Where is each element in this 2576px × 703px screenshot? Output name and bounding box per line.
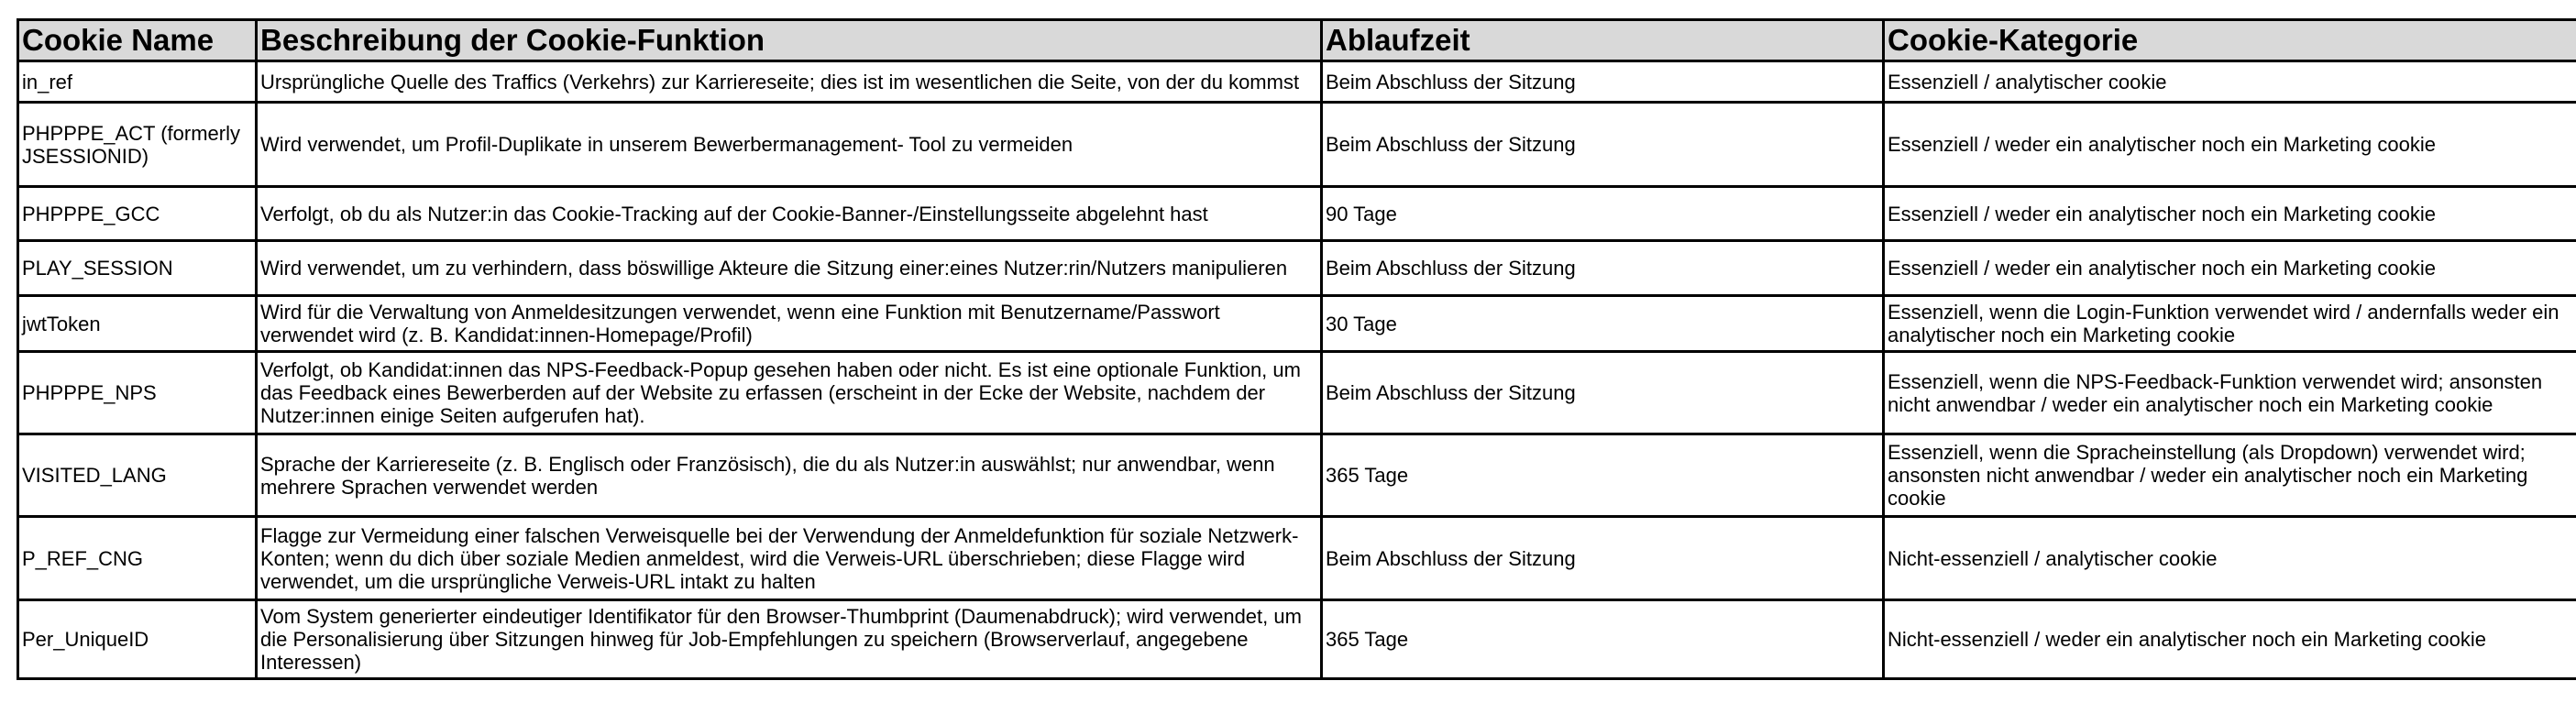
cell-cookie-name: PHPPPE_GCC [18,187,257,241]
table-row [18,61,2576,103]
cell-category: Essenziell, wenn die NPS-Feedback-Funktion verwendet wird; ansonsten nicht anwendbar / weder ein analytischer noch ein Marketing cookie [1884,352,2576,434]
table-row [18,241,2576,296]
table-row [18,296,2576,352]
cell-category: Nicht-essenziell / weder ein analytischer noch ein Marketing cookie [1884,600,2576,679]
header-row [18,20,2576,61]
cell-category: Essenziell / weder ein analytischer noch ein Marketing cookie [1884,187,2576,241]
table-row [18,600,2576,679]
header-description: Beschreibung der Cookie-Funktion [257,20,1322,61]
header-category: Cookie-Kategorie [1884,20,2576,61]
cell-description: Sprache der Karriereseite (z. B. Englisch oder Französisch), die du als Nutzer:in auswählst; nur anwendbar, wenn mehrere Sprachen verwendet werden [257,434,1322,517]
cell-expiry: 30 Tage [1322,296,1884,352]
cell-cookie-name: PHPPPE_NPS [18,352,257,434]
cell-category: Essenziell / weder ein analytischer noch ein Marketing cookie [1884,241,2576,296]
cell-expiry: Beim Abschluss der Sitzung [1322,103,1884,187]
cookie-sheet [17,18,2576,703]
table-row [18,434,2576,517]
cell-expiry: 365 Tage [1322,600,1884,679]
cell-expiry: Beim Abschluss der Sitzung [1322,61,1884,103]
cell-expiry: Beim Abschluss der Sitzung [1322,241,1884,296]
table-row [18,517,2576,600]
cell-description: Flagge zur Vermeidung einer falschen Verweisquelle bei der Verwendung der Anmeldefunktion für soziale Netzwerk-Konten; wenn du dich über soziale Medien anmeldest, wird die Verweis-URL überschrieben; diese Flagge wird verwendet, um die ursprüngliche Verweis-URL intakt zu halten [257,517,1322,600]
cell-description: Ursprüngliche Quelle des Traffics (Verkehrs) zur Karriereseite; dies ist im wesentlichen die Seite, von der du kommst [257,61,1322,103]
cell-description: Verfolgt, ob Kandidat:innen das NPS-Feedback-Popup gesehen haben oder nicht. Es ist eine optionale Funktion, um das Feedback eines Bewerberden auf der Website zu erfassen (erscheint in der Ecke der Website, nachdem der Nutzer:innen einige Seiten aufgerufen hat). [257,352,1322,434]
cell-cookie-name: Per_UniqueID [18,600,257,679]
cell-cookie-name: PLAY_SESSION [18,241,257,296]
cell-cookie-name: P_REF_CNG [18,517,257,600]
table-header [18,20,2576,61]
cell-expiry: Beim Abschluss der Sitzung [1322,352,1884,434]
cell-description: Vom System generierter eindeutiger Identifikator für den Browser-Thumbprint (Daumenabdruck); wird verwendet, um die Personalisierung über Sitzungen hinweg für Job-Empfehlungen zu speichern (Browserverlauf, angegebene Interessen) [257,600,1322,679]
cell-expiry: 365 Tage [1322,434,1884,517]
table-row [18,352,2576,434]
cell-expiry: 90 Tage [1322,187,1884,241]
cookie-table [17,18,2576,680]
cell-description: Wird für die Verwaltung von Anmeldesitzungen verwendet, wenn eine Funktion mit Benutzername/Passwort verwendet wird (z. B. Kandidat:innen-Homepage/Profil) [257,296,1322,352]
cell-cookie-name: in_ref [18,61,257,103]
cell-cookie-name: jwtToken [18,296,257,352]
cell-category: Essenziell, wenn die Login-Funktion verwendet wird / andernfalls weder ein analytischer noch ein Marketing cookie [1884,296,2576,352]
table-row [18,103,2576,187]
cell-category: Essenziell, wenn die Spracheinstellung (als Dropdown) verwendet wird; ansonsten nicht anwendbar / weder ein analytischer noch ein Marketing cookie [1884,434,2576,517]
cell-cookie-name: VISITED_LANG [18,434,257,517]
cell-category: Essenziell / analytischer cookie [1884,61,2576,103]
cell-description: Verfolgt, ob du als Nutzer:in das Cookie-Tracking auf der Cookie-Banner-/Einstellungsseite abgelehnt hast [257,187,1322,241]
header-expiry: Ablaufzeit [1322,20,1884,61]
cell-description: Wird verwendet, um Profil-Duplikate in unserem Bewerbermanagement- Tool zu vermeiden [257,103,1322,187]
cell-expiry: Beim Abschluss der Sitzung [1322,517,1884,600]
table-row [18,187,2576,241]
cell-description: Wird verwendet, um zu verhindern, dass böswillige Akteure die Sitzung einer:eines Nutzer:rin/Nutzers manipulieren [257,241,1322,296]
cell-cookie-name: PHPPPE_ACT (formerly JSESSIONID) [18,103,257,187]
header-cookie-name: Cookie Name [18,20,257,61]
cell-category: Nicht-essenziell / analytischer cookie [1884,517,2576,600]
table-body [18,61,2576,679]
cell-category: Essenziell / weder ein analytischer noch ein Marketing cookie [1884,103,2576,187]
